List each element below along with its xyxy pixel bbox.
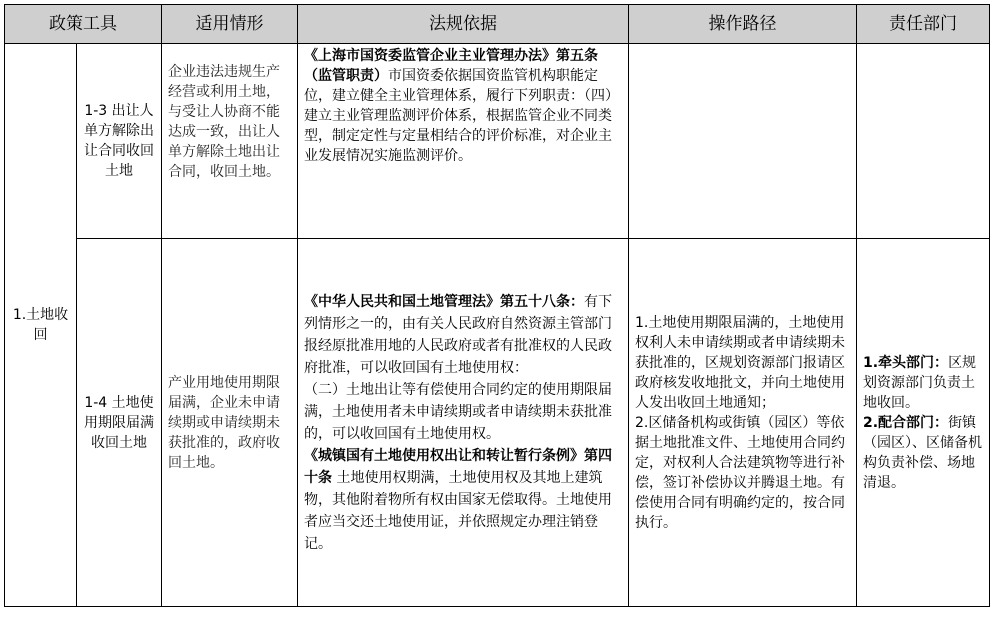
basis-title-2: 《城镇国有土地使用权出让和转让暂行条例》第四十条: [304, 447, 612, 486]
basis-text-3: 土地使用权期满，土地使用权及其地上建筑物，其他附着物所有权由国家无偿取得。土地使用者应当交还土地使用证，并依照规定办理注销登记。: [304, 469, 612, 552]
scenario-cell: 产业用地使用期限届满，企业未申请续期或申请续期未获批准的，政府收回土地。: [162, 239, 298, 607]
dept-assist-text: 街镇（园区）、区储备机构负责补偿、场地清退。: [863, 414, 982, 491]
dept-lead-label: 1.牵头部门：: [863, 354, 949, 371]
basis-cell: [298, 239, 629, 607]
basis-text-2: （二）土地出让等有偿使用合同约定的使用期限届满，土地使用者未申请续期或者申请续期未获批准的，可以收回国有土地使用权。: [304, 381, 612, 442]
sub-tool-label: 1-3 出让人单方解除出让合同收回土地: [77, 44, 162, 239]
path-step-2: 2.区储备机构或街镇（园区）等依据土地批准文件、土地使用合同约定，对权利人合法建筑物等进行补偿，签订补偿协议并腾退土地。有偿使用合同有明确约定的，按合同执行。: [635, 414, 845, 531]
header-tool: 政策工具: [5, 5, 162, 44]
header-row: [5, 5, 990, 44]
dept-assist-label: 2.配合部门：: [863, 414, 949, 431]
path-cell: [629, 239, 857, 607]
table-row: [5, 239, 990, 607]
header-path: 操作路径: [629, 5, 857, 44]
dept-cell-empty: [857, 44, 990, 239]
basis-text-1: 有下列情形之一的，由有关人民政府自然资源主管部门报经原批准用地的人民政府或者有批准权的人民政府批准，可以收回国有土地使用权：: [304, 293, 612, 376]
table-row: [5, 44, 990, 239]
header-basis: 法规依据: [298, 5, 629, 44]
header-dept: 责任部门: [857, 5, 990, 44]
path-step-1: 1.土地使用期限届满的，土地使用权利人未申请续期或者申请续期未获批准的，区规划资源部门报请区政府核发收地批文，并向土地使用人发出收回土地通知；: [635, 314, 845, 411]
basis-cell: [298, 44, 629, 239]
basis-title-1: 《中华人民共和国土地管理法》第五十八条：: [304, 293, 584, 310]
sub-tool-label: 1-4 土地使用期限届满收回土地: [77, 239, 162, 607]
basis-text: 市国资委依据国资监管机构职能定位，建立健全主业管理体系，履行下列职责：（四）建立主业管理监测评价体系，根据监管企业不同类型，制定定性与定量相结合的评价标准，对企业主业发展情况实施监测评价。: [304, 68, 619, 164]
policy-table: [4, 4, 990, 607]
path-cell-empty: [629, 44, 857, 239]
header-scenario: 适用情形: [162, 5, 298, 44]
basis-title: 《上海市国资委监管企业主业管理办法》第五条 （监管职责）: [304, 48, 598, 84]
scenario-cell: 企业违法违规生产经营或利用土地，与受让人协商不能达成一致，出让人单方解除土地出让合同，收回土地。: [162, 44, 298, 239]
group-label: 1.土地收回: [5, 44, 77, 607]
dept-lead-text: 区规划资源部门负责土地收回。: [863, 354, 977, 411]
dept-cell: [857, 239, 990, 607]
